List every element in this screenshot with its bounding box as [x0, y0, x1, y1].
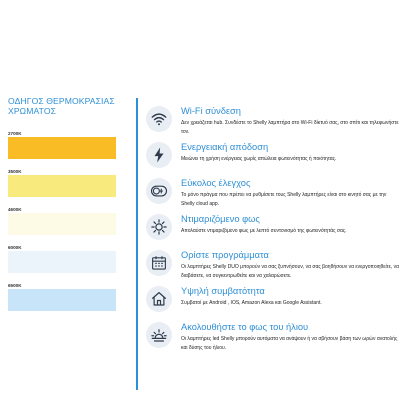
feature-easy-control — [144, 175, 400, 211]
swatch-6000k — [8, 245, 116, 283]
feature-title: Ντιμαριζόμενο φως — [181, 214, 260, 224]
feature-list — [144, 103, 400, 355]
feature-wifi — [144, 103, 400, 139]
feature-title: Ορίστε προγράμματα — [181, 250, 269, 260]
feature-description: Συμβατοί με Android , IOS, Amazon Alexa και Google Assistant. — [181, 300, 322, 306]
guide-title-line-1: ΟΔΗΓΟΣ ΘΕΡΜΟΚΡΑΣΙΑΣ — [8, 96, 115, 106]
vertical-divider — [136, 98, 138, 390]
feature-energy — [144, 139, 400, 175]
feature-description: Οι λαμπτήρες Shelly DUO μπορούν να σας ξυπνήσουν, να σας βοηθήσουν να ενεργοποιηθείτε, να διαβάσετε, να συγκεντρωθείτε και να χαλαρώσετε. — [181, 264, 399, 279]
swatch-label: 3500K — [8, 169, 22, 174]
swatch-2700k — [8, 131, 116, 169]
swatch-label: 6000K — [8, 245, 22, 250]
feature-title: Wi-Fi σύνδεση — [181, 106, 241, 116]
feature-description: Το μόνο πράγμα που πρέπει να ρυθμίσετε τους Shelly λαμπτήρες είναι στο κινητό σας με την Shelly cloud app. — [181, 192, 387, 207]
feature-sunlight — [144, 319, 400, 355]
wifi-icon — [146, 106, 172, 132]
feature-description: Απολαύστε ντιμαριζόμενο φως με λεπτό συντονισμό της φωτεινότητάς σας. — [181, 228, 347, 234]
swatch-label: 6500K — [8, 283, 22, 288]
lightning-bolt-icon — [146, 142, 172, 168]
swatch-6500k — [8, 283, 116, 321]
swatch-color-bar — [8, 289, 116, 311]
swatch-color-bar — [8, 251, 116, 273]
feature-title: Ακολουθήστε το φως του ήλιου — [181, 322, 309, 332]
feature-dimmable — [144, 211, 400, 247]
feature-description: Δεν χρειάζεται hub. Συνδέστε το Shelly λαμπτήρα στο Wi-Fi δίκτυό σας, στο σπίτι και τηλεφωνήστε τον. — [181, 120, 399, 135]
home-compatibility-icon — [146, 286, 172, 312]
feature-title: Ενεργειακή απόδοση — [181, 142, 269, 152]
feature-title: Υψηλή συμβατότητα — [181, 286, 265, 296]
calendar-icon — [146, 250, 172, 276]
swatch-color-bar — [8, 137, 116, 159]
guide-title-line-2: ΧΡΩΜΑΤΟΣ — [8, 106, 57, 116]
on-off-switch-icon — [146, 178, 172, 204]
feature-schedules — [144, 247, 400, 283]
swatch-3500k — [8, 169, 116, 207]
guide-title — [8, 96, 116, 116]
feature-compatibility — [144, 283, 400, 319]
swatch-label: 2700K — [8, 131, 22, 136]
color-temperature-guide — [8, 96, 116, 321]
swatch-4600k — [8, 207, 116, 245]
swatch-color-bar — [8, 213, 116, 235]
feature-title: Εύκολος έλεγχος — [181, 178, 251, 188]
sunrise-sunset-icon — [146, 322, 172, 348]
feature-description: Οι λαμπτήρες led Shelly μπορούν αυτόματα να ανάψουν ή να σβήσουν βάση των ωρών ανατολής και δύσης του ήλιου. — [181, 336, 398, 351]
feature-description: Μειώνει τη χρήση ενέργειας χωρίς απώλεια φωτεινότητας ή ποιότητας. — [181, 156, 337, 162]
swatch-label: 4600K — [8, 207, 22, 212]
swatch-color-bar — [8, 175, 116, 197]
dimmer-sun-icon — [146, 214, 172, 240]
